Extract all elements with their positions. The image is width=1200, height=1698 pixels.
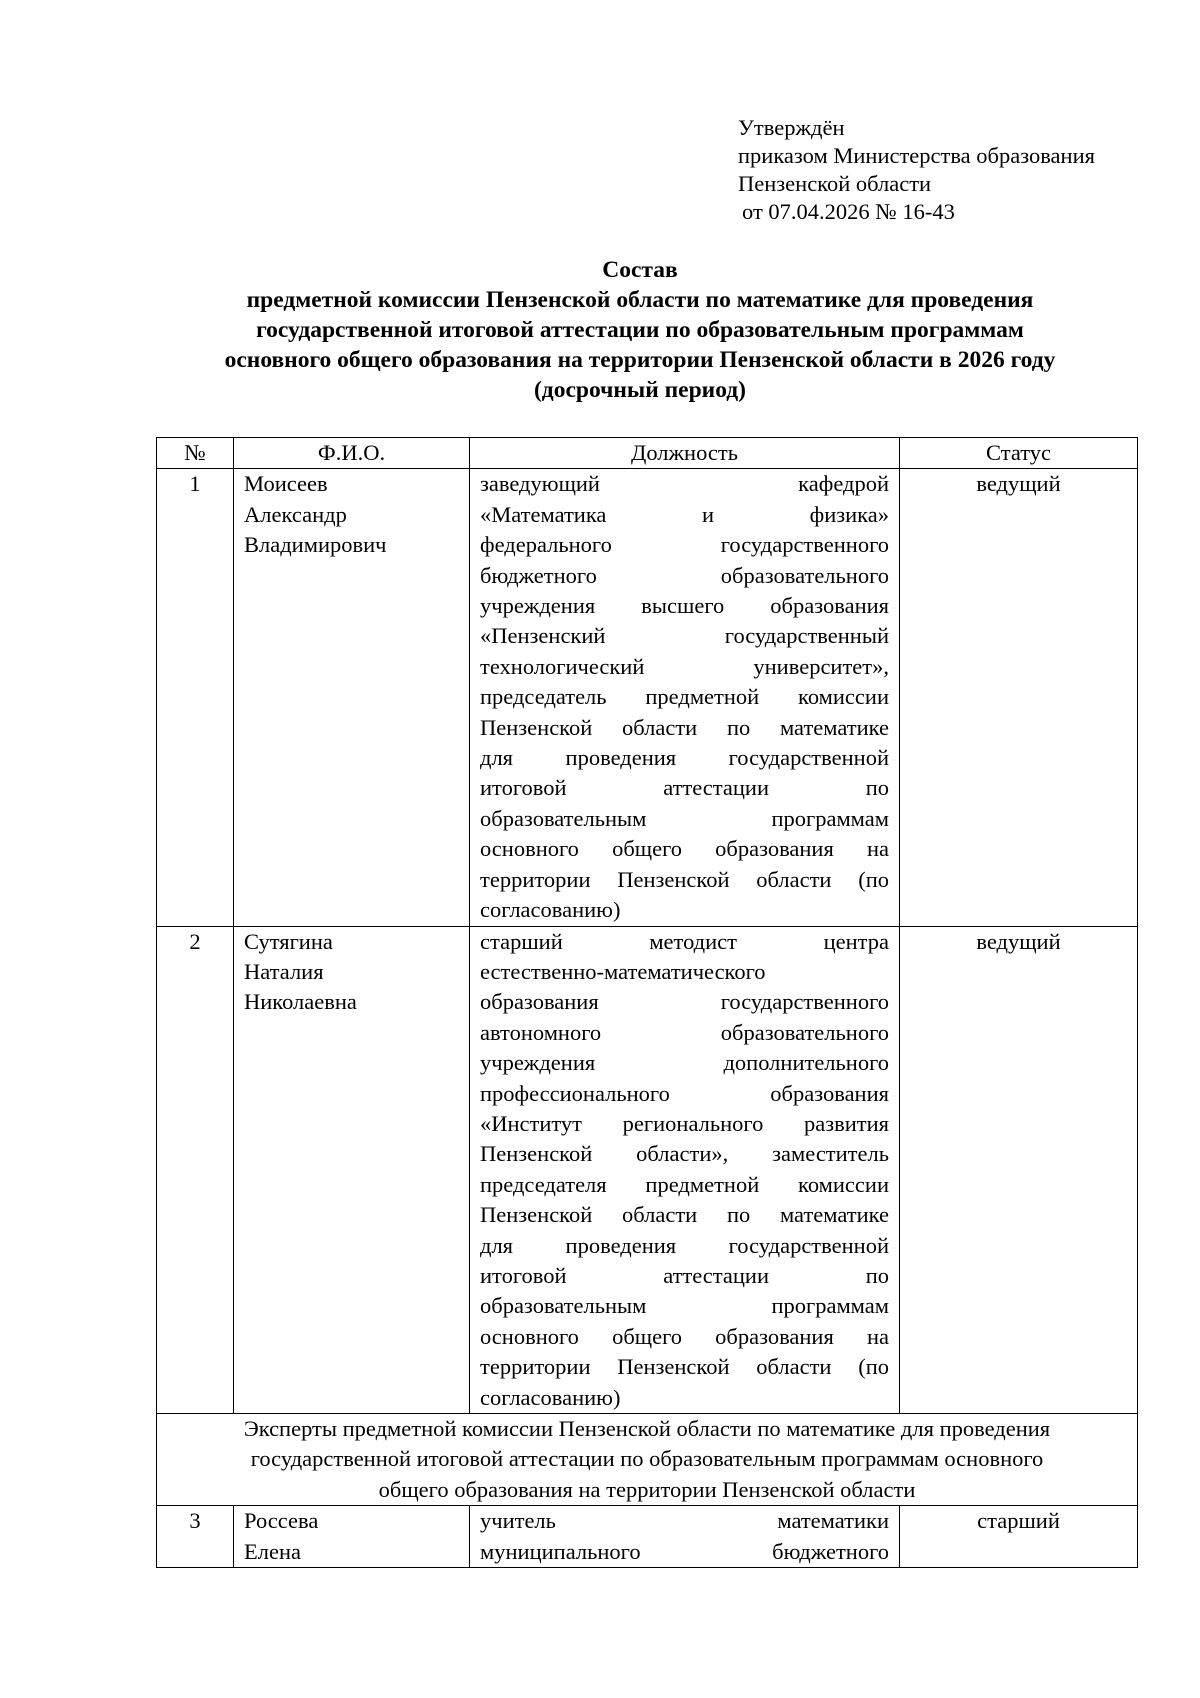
- position-line: учреждения высшего образования: [480, 593, 889, 619]
- title-line: основного общего образования на территории Пензенской области в 2026 году: [224, 347, 1056, 373]
- position-line: Пензенской области», заместитель: [480, 1141, 889, 1167]
- header-num: №: [157, 438, 234, 469]
- row-position: [470, 469, 900, 926]
- name-line: Владимирович: [244, 532, 387, 558]
- position-line: председателя предметной комиссии: [480, 1171, 889, 1197]
- table-header-row: [157, 438, 1138, 469]
- position-line: автономного образовательного: [480, 1019, 889, 1045]
- title-line: Состав: [602, 257, 678, 283]
- name-line: Сутягина: [244, 928, 333, 954]
- header-name: Ф.И.О.: [234, 438, 470, 469]
- section-line: общего образования на территории Пензенской области: [378, 1476, 916, 1502]
- row-status: ведущий: [900, 926, 1138, 1414]
- position-line: учитель математики: [480, 1508, 889, 1534]
- name-line: Николаевна: [244, 989, 357, 1015]
- position-line: итоговой аттестации по: [480, 775, 889, 801]
- section-row: [157, 1414, 1138, 1506]
- position-line: «Институт регионального развития: [480, 1110, 889, 1136]
- name-line: Россева: [244, 1508, 319, 1534]
- position-line: технологический университет»,: [480, 653, 889, 679]
- name-line: Александр: [244, 501, 347, 527]
- header-position: Должность: [470, 438, 900, 469]
- position-line: образовательным программам: [480, 1293, 889, 1319]
- title-line: государственной итоговой аттестации по образовательным программам: [256, 317, 1024, 343]
- position-line: согласованию): [480, 897, 621, 923]
- row-position: [470, 926, 900, 1414]
- position-line: итоговой аттестации по: [480, 1262, 889, 1288]
- row-number: 3: [157, 1506, 234, 1568]
- row-status: старший: [900, 1506, 1138, 1568]
- table-row: [157, 1506, 1138, 1568]
- position-line: территории Пензенской области (по: [480, 1354, 889, 1380]
- position-line: согласованию): [480, 1384, 621, 1410]
- title-line: (досрочный период): [533, 377, 747, 403]
- approval-line-order: приказом Министерства образования: [738, 143, 1095, 168]
- table-row: [157, 469, 1138, 926]
- position-line: муниципального бюджетного: [480, 1538, 889, 1564]
- commission-table: [156, 437, 1138, 1568]
- position-line: бюджетного образовательного: [480, 562, 889, 588]
- position-line: Пензенской области по математике: [480, 714, 889, 740]
- position-line: старший методист центра: [480, 928, 889, 954]
- experts-section-heading: [157, 1414, 1138, 1506]
- approval-line-approved: Утверждён: [738, 115, 845, 140]
- document-title: [140, 255, 1140, 405]
- row-name: [234, 1506, 470, 1568]
- position-line: основного общего образования на: [480, 1323, 889, 1349]
- section-line: Эксперты предметной комиссии Пензенской области по математике для проведения: [243, 1416, 1051, 1441]
- section-line: государственной итоговой аттестации по образовательным программам основного: [250, 1446, 1044, 1472]
- position-line: профессионального образования: [480, 1080, 889, 1106]
- position-line: председатель предметной комиссии: [480, 684, 889, 710]
- name-line: Наталия: [244, 958, 324, 984]
- row-name: [234, 926, 470, 1414]
- position-line: территории Пензенской области (по: [480, 866, 889, 892]
- position-line: заведующий кафедрой: [480, 471, 889, 497]
- row-name: [234, 469, 470, 926]
- position-line: естественно-математического: [480, 958, 766, 984]
- title-line: предметной комиссии Пензенской области по математике для проведения: [246, 287, 1034, 313]
- position-line: Пензенской области по математике: [480, 1202, 889, 1228]
- name-line: Елена: [244, 1538, 301, 1564]
- header-status: Статус: [900, 438, 1138, 469]
- position-line: образовательным программам: [480, 805, 889, 831]
- position-line: «Математика и физика»: [480, 501, 889, 527]
- position-line: основного общего образования на: [480, 836, 889, 862]
- position-line: «Пензенский государственный: [480, 623, 889, 649]
- row-number: 2: [157, 926, 234, 1414]
- position-line: федерального государственного: [480, 532, 889, 558]
- position-line: для проведения государственной: [480, 745, 889, 771]
- position-line: для проведения государственной: [480, 1232, 889, 1258]
- name-line: Моисеев: [244, 471, 328, 497]
- approval-line-date: от 07.04.2026 № 16-43: [742, 199, 955, 224]
- row-position: [470, 1506, 900, 1568]
- table-row: [157, 926, 1138, 1414]
- row-status: ведущий: [900, 469, 1138, 926]
- approval-stamp: [738, 114, 1095, 226]
- approval-line-region: Пензенской области: [738, 171, 932, 196]
- row-number: 1: [157, 469, 234, 926]
- position-line: учреждения дополнительного: [480, 1050, 889, 1076]
- position-line: образования государственного: [480, 989, 889, 1015]
